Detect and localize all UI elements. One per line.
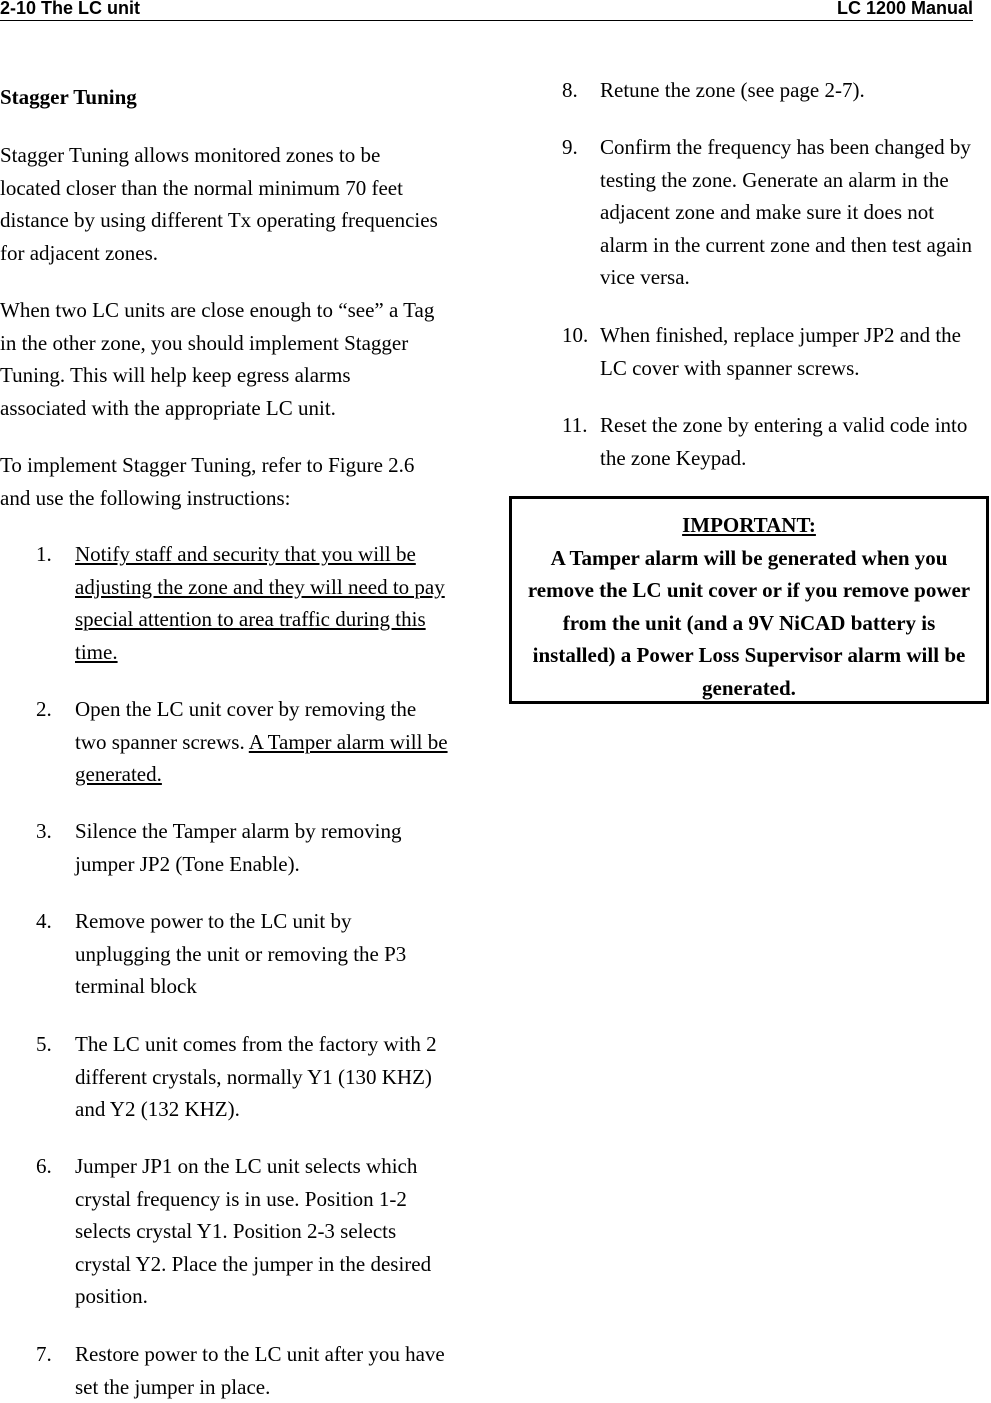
step-number: 1. (36, 542, 52, 566)
header-manual-title: LC 1200 Manual (836, 0, 973, 18)
step-7-text: Restore power to the LC unit after you have set the jumper in place. (75, 1342, 445, 1399)
intro-paragraph: Stagger Tuning allows monitored zones to be located closer than the normal minimum 70 feet distance by using different Tx operating frequencies for adjacent zones. (0, 143, 438, 265)
step-number: 4. (36, 909, 52, 933)
step-10-text: When finished, replace jumper JP2 and the LC cover with spanner screws. (600, 323, 961, 380)
step-number: 7. (36, 1342, 52, 1366)
step-number: 6. (36, 1154, 52, 1178)
instructions-intro: To implement Stagger Tuning, refer to Figure 2.6 and use the following instructions: (0, 453, 415, 510)
page-header (0, 0, 973, 21)
step-1-text: Notify staff and security that you will be adjusting the zone and they will need to pay special attention to area traffic during this time. (75, 542, 445, 664)
step-3-text: Silence the Tamper alarm by removing jumper JP2 (Tone Enable). (75, 819, 402, 876)
step-number: 10. (562, 323, 589, 347)
step-number: 3. (36, 819, 52, 843)
important-notice-box (509, 496, 989, 704)
notice-title: IMPORTANT: (682, 513, 816, 537)
step-5-text: The LC unit comes from the factory with 2 different crystals, normally Y1 (130 KHZ) and Y2 (132 KHZ). (75, 1032, 437, 1121)
step-number: 2. (36, 697, 52, 721)
step-number: 11. (562, 413, 588, 437)
notice-body: A Tamper alarm will be generated when you remove the LC unit cover or if you remove power from the unit (and a 9V NiCAD battery is installed) a Power Loss Supervisor alarm will be generated. (527, 545, 971, 700)
step-6-text: Jumper JP1 on the LC unit selects which crystal frequency is in use. Position 1-2 selects crystal Y1. Position 2-3 selects crystal Y2. Place the jumper in the desired position. (75, 1154, 432, 1308)
step-9-text: Confirm the frequency has been changed by testing the zone. Generate an alarm in the adjacent zone and make sure it does not alarm in the current zone and then test again vice versa. (600, 135, 973, 289)
step-number: 8. (562, 78, 578, 102)
step-2-text: Open the LC unit cover by removing the two spanner screws. A Tamper alarm will be generated. (75, 697, 448, 786)
step-number: 9. (562, 135, 578, 159)
usage-paragraph: When two LC units are close enough to “see” a Tag in the other zone, you should implement Stagger Tuning. This will help keep egress alarms associated with the appropriate LC unit. (0, 298, 435, 420)
step-4-text: Remove power to the LC unit by unplugging the unit or removing the P3 terminal block (75, 909, 407, 998)
header-section-title: 2-10 The LC unit (0, 0, 141, 18)
tamper-warning: A Tamper alarm will be generated. (75, 729, 448, 786)
step-number: 5. (36, 1032, 52, 1056)
step-8-text: Retune the zone (see page 2-7). (600, 78, 865, 102)
step-11-text: Reset the zone by entering a valid code into the zone Keypad. (600, 413, 968, 470)
section-title: Stagger Tuning (0, 85, 137, 109)
